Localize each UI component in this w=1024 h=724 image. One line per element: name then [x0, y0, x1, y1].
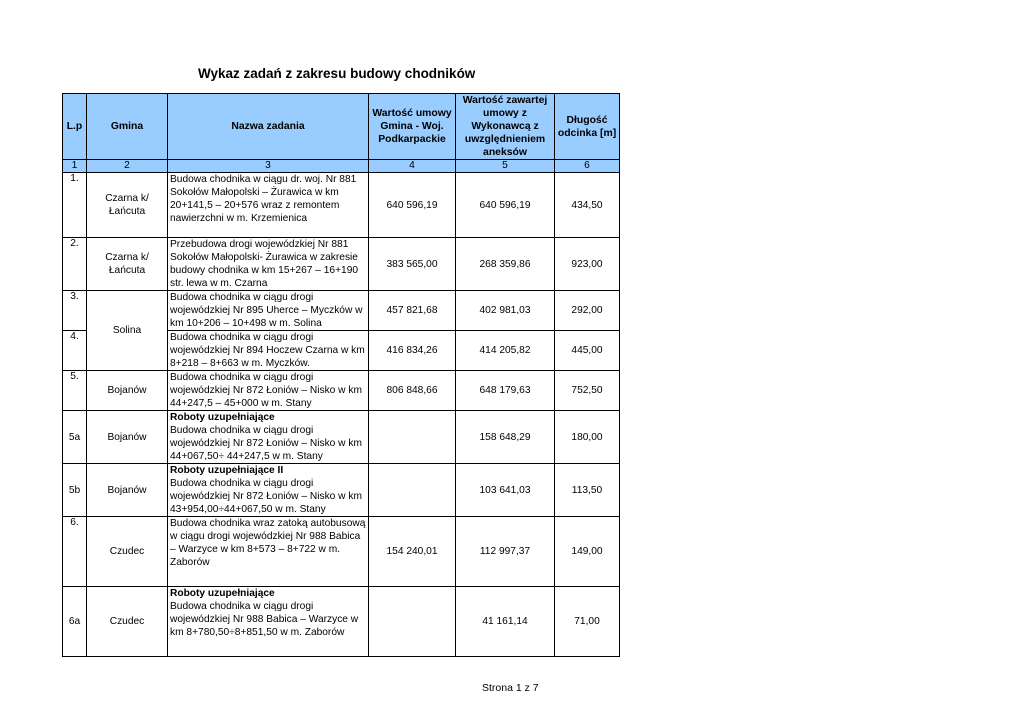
table-row	[63, 238, 620, 291]
row-lp: 3.	[63, 291, 87, 331]
page-number: Strona 1 z 7	[482, 682, 539, 694]
row-gmina: Czudec	[87, 587, 168, 657]
row-gmina: Bojanów	[87, 371, 168, 411]
row-nazwa	[168, 331, 369, 371]
row-wartosc-zawartej: 103 641,03	[456, 464, 555, 517]
row-nazwa	[168, 411, 369, 464]
column-number: 1	[63, 160, 87, 173]
row-gmina: Solina	[87, 291, 168, 371]
row-nazwa	[168, 464, 369, 517]
row-nazwa	[168, 238, 369, 291]
row-nazwa	[168, 173, 369, 238]
row-dlugosc: 71,00	[555, 587, 620, 657]
row-dlugosc: 292,00	[555, 291, 620, 331]
tasks-table	[62, 93, 620, 657]
row-wartosc-umowy: 640 596,19	[369, 173, 456, 238]
row-wartosc-zawartej: 414 205,82	[456, 331, 555, 371]
row-lp: 6a	[63, 587, 87, 657]
row-wartosc-umowy: 806 848,66	[369, 371, 456, 411]
row-lp: 4.	[63, 331, 87, 371]
column-number: 6	[555, 160, 620, 173]
row-nazwa-text: Budowa chodnika w ciągu drogi wojewódzkiej Nr 894 Hoczew Czarna w km 8+218 – 8+663 w m. Myczków.	[170, 332, 365, 369]
table-row	[63, 371, 620, 411]
row-nazwa-text: Przebudowa drogi wojewódzkiej Nr 881 Sokołów Małopolski- Żurawica w zakresie budowy chodnika w km 15+267 – 16+190 str. lewa w m. Czarna	[170, 239, 359, 289]
header-gmina: Gmina	[87, 94, 168, 160]
row-wartosc-zawartej: 158 648,29	[456, 411, 555, 464]
row-lp: 2.	[63, 238, 87, 291]
row-nazwa	[168, 517, 369, 587]
row-dlugosc: 434,50	[555, 173, 620, 238]
column-number: 3	[168, 160, 369, 173]
row-nazwa-bold: Roboty uzupełniające	[170, 412, 275, 423]
row-wartosc-zawartej: 41 161,14	[456, 587, 555, 657]
row-wartosc-umowy: 383 565,00	[369, 238, 456, 291]
header-row	[63, 94, 620, 160]
row-gmina: Czarna k/Łańcuta	[87, 173, 168, 238]
column-number-row	[63, 160, 620, 173]
row-gmina: Czarna k/Łańcuta	[87, 238, 168, 291]
row-nazwa-text: Budowa chodnika w ciągu dr. woj. Nr 881 Sokołów Małopolski – Żurawica w km 20+141,5 – 20+576 wraz z remontem nawierzchni w m. Krzemienica	[170, 174, 357, 224]
row-nazwa-text: Budowa chodnika w ciągu drogi wojewódzkiej Nr 872 Łoniów – Nisko w km 44+247,5 – 45+000 w m. Stany	[170, 372, 362, 409]
row-wartosc-umowy: 416 834,26	[369, 331, 456, 371]
row-wartosc-umowy: 457 821,68	[369, 291, 456, 331]
row-lp: 5.	[63, 371, 87, 411]
header-nazwa: Nazwa zadania	[168, 94, 369, 160]
table-row	[63, 173, 620, 238]
row-dlugosc: 149,00	[555, 517, 620, 587]
header-wartosc-umowy: Wartość umowy Gmina - Woj. Podkarpackie	[369, 94, 456, 160]
row-lp: 5a	[63, 411, 87, 464]
row-lp: 6.	[63, 517, 87, 587]
row-wartosc-umowy	[369, 464, 456, 517]
table-row	[63, 411, 620, 464]
row-nazwa-text: Budowa chodnika w ciągu drogi wojewódzkiej Nr 895 Uherce – Myczków w km 10+206 – 10+498 w m. Solina	[170, 292, 363, 329]
column-number: 4	[369, 160, 456, 173]
row-wartosc-zawartej: 640 596,19	[456, 173, 555, 238]
row-dlugosc: 923,00	[555, 238, 620, 291]
row-dlugosc: 445,00	[555, 331, 620, 371]
row-wartosc-zawartej: 112 997,37	[456, 517, 555, 587]
table-row	[63, 517, 620, 587]
row-wartosc-zawartej: 648 179,63	[456, 371, 555, 411]
row-wartosc-umowy	[369, 411, 456, 464]
row-nazwa	[168, 587, 369, 657]
row-nazwa-text: Budowa chodnika w ciągu drogi wojewódzkiej Nr 988 Babica – Warzyce w km 8+780,50÷8+851,50 w m. Zaborów	[170, 601, 359, 638]
row-wartosc-zawartej: 402 981,03	[456, 291, 555, 331]
row-nazwa-text: Budowa chodnika w ciągu drogi wojewódzkiej Nr 872 Łoniów – Nisko w km 44+067,50÷ 44+247,5 w m. Stany	[170, 425, 362, 462]
header-wartosc-zawartej: Wartość zawartej umowy z Wykonawcą z uwzględnieniem aneksów	[456, 94, 555, 160]
row-nazwa-text: Budowa chodnika wraz zatoką autobusową w ciągu drogi wojewódzkiej Nr 988 Babica – Warzyce w km 8+573 – 8+722 w m. Zaborów	[170, 518, 366, 568]
column-number: 5	[456, 160, 555, 173]
table-row	[63, 587, 620, 657]
column-number: 2	[87, 160, 168, 173]
row-gmina: Bojanów	[87, 464, 168, 517]
row-nazwa-bold: Roboty uzupełniające	[170, 588, 275, 599]
row-nazwa-bold: Roboty uzupełniające II	[170, 465, 284, 476]
row-nazwa-text: Budowa chodnika w ciągu drogi wojewódzkiej Nr 872 Łoniów – Nisko w km 43+954,00÷44+067,50 w m. Stany	[170, 478, 362, 515]
page-title: Wykaz zadań z zakresu budowy chodników	[198, 66, 476, 81]
row-dlugosc: 180,00	[555, 411, 620, 464]
table-row	[63, 291, 620, 331]
table-row	[63, 464, 620, 517]
row-wartosc-umowy	[369, 587, 456, 657]
row-wartosc-umowy: 154 240,01	[369, 517, 456, 587]
row-gmina: Czudec	[87, 517, 168, 587]
row-dlugosc: 113,50	[555, 464, 620, 517]
header-lp: L.p	[63, 94, 87, 160]
row-nazwa	[168, 291, 369, 331]
row-gmina: Bojanów	[87, 411, 168, 464]
row-lp: 1.	[63, 173, 87, 238]
row-dlugosc: 752,50	[555, 371, 620, 411]
header-dlugosc: Długość odcinka [m]	[555, 94, 620, 160]
row-lp: 5b	[63, 464, 87, 517]
row-nazwa	[168, 371, 369, 411]
row-wartosc-zawartej: 268 359,86	[456, 238, 555, 291]
